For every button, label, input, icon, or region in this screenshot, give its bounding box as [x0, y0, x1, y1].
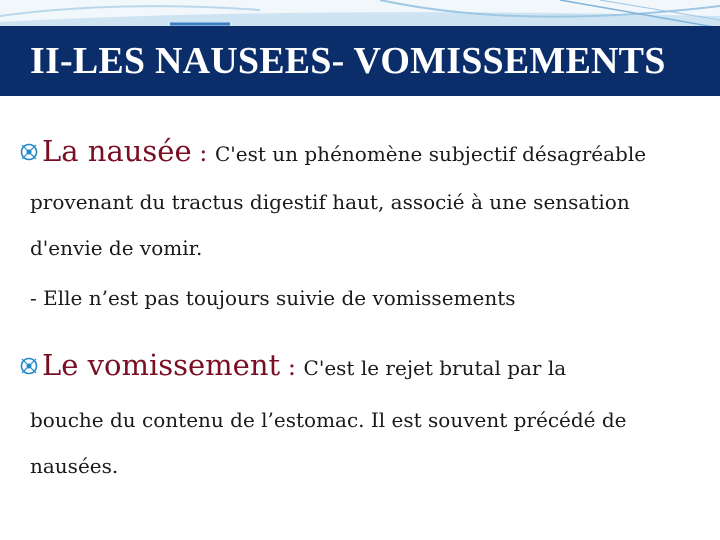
definition-line: nausées.	[30, 454, 119, 478]
bullet-nausee	[18, 134, 646, 168]
definition-line: C'est un phénomène subjectif désagréable	[214, 142, 647, 166]
term-nausee: La nausée	[42, 134, 192, 168]
colon: :	[191, 139, 215, 167]
note-line: - Elle n’est pas toujours suivie de vomissements	[30, 286, 516, 310]
definition-line: d'envie de vomir.	[30, 236, 203, 260]
bullet-vomissement	[18, 348, 566, 382]
colon: :	[280, 353, 304, 381]
bullet-icon	[18, 141, 40, 163]
title-bar	[0, 26, 720, 96]
definition-line: provenant du tractus digestif haut, associé à une sensation	[30, 190, 630, 214]
definition-line: C'est le rejet brutal par la	[303, 356, 567, 380]
bullet-icon	[18, 355, 40, 377]
definition-line: bouche du contenu de l’estomac. Il est souvent précédé de	[30, 408, 627, 432]
term-vomissement: Le vomissement	[42, 348, 281, 382]
slide-title: II-LES NAUSEES- VOMISSEMENTS	[30, 40, 666, 82]
